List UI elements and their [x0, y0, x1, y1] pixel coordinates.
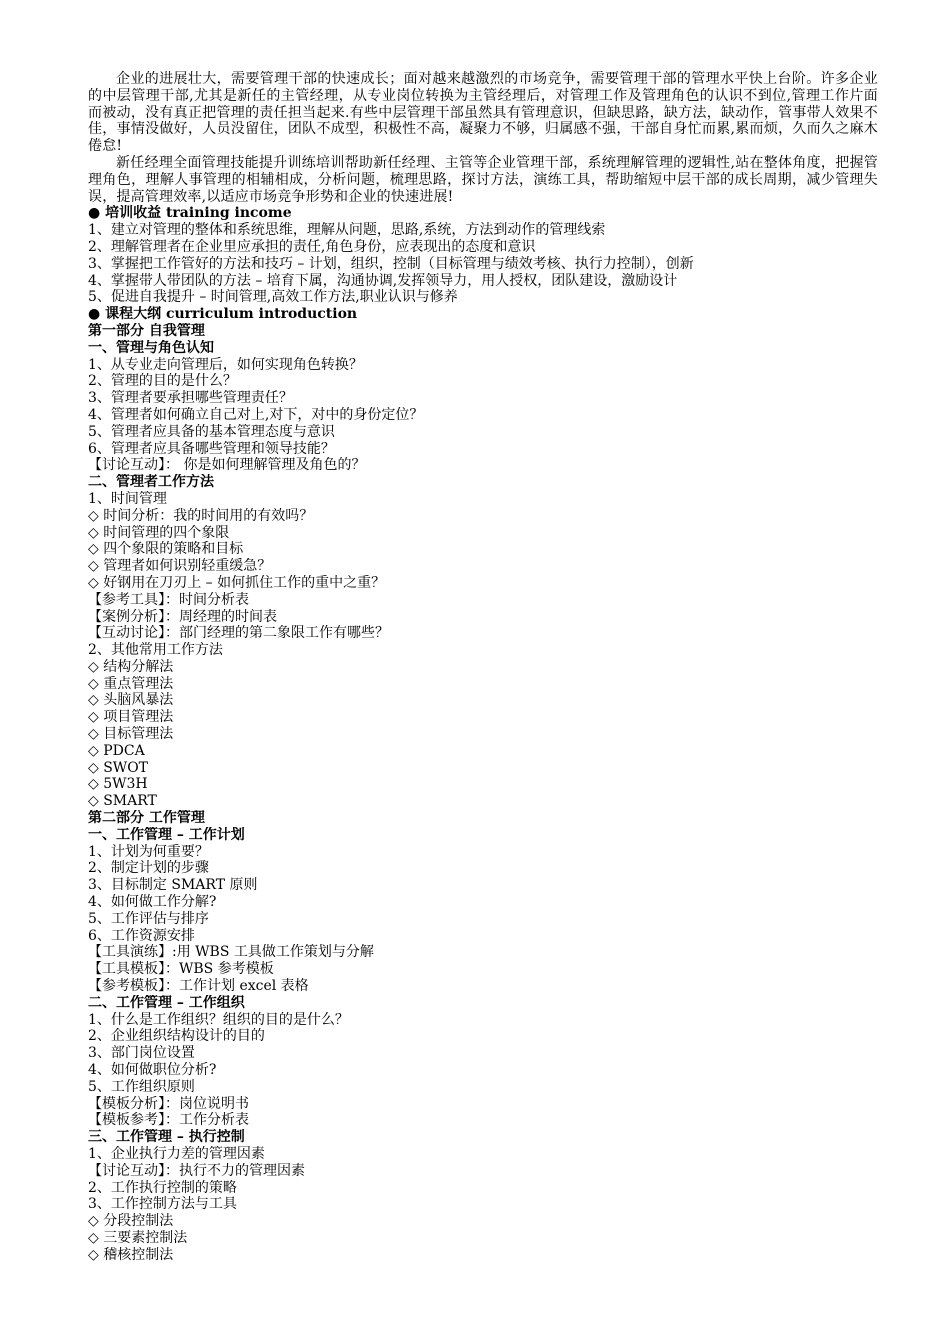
list-item: 【工具模板】：WBS 参考模板: [88, 961, 274, 978]
list-item: 3、目标制定 SMART 原则: [88, 877, 258, 894]
list-item: 2、理解管理者在企业里应承担的责任,角色身份，应表现出的态度和意识: [88, 238, 536, 255]
section-heading: ● 培训收益 training income: [88, 205, 292, 222]
list-item: ◇ 稽核控制法: [88, 1246, 174, 1263]
list-item: 3、掌握把工作管好的方法和技巧 – 计划，组织，控制（目标管理与绩效考核、执行力控制），创新: [88, 255, 694, 272]
list-item: 【讨论互动】：执行不力的管理因素: [88, 1162, 305, 1179]
list-item: 【讨论互动】： 你是如何理解管理及角色的？: [88, 457, 366, 474]
list-item: 5、工作组织原则: [88, 1078, 195, 1095]
list-item: 【模板参考】：工作分析表: [88, 1112, 249, 1129]
list-item: 6、管理者应具备哪些管理和领导技能？: [88, 440, 335, 457]
list-item: ◇ 三要素控制法: [88, 1229, 188, 1246]
section-heading: 二、工作管理 – 工作组织: [88, 994, 245, 1011]
list-item: 1、时间管理: [88, 490, 167, 507]
list-item: 2、制定计划的步骤: [88, 860, 209, 877]
section-heading: 二、管理者工作方法: [88, 474, 214, 491]
list-item: 3、工作控制方法与工具: [88, 1196, 237, 1213]
section-heading: 第一部分 自我管理: [88, 322, 205, 339]
list-item: 5、工作评估与排序: [88, 910, 209, 927]
list-item: ◇ 时间分析：我的时间用的有效吗？: [88, 507, 314, 524]
section-heading: ● 课程大纲 curriculum introduction: [88, 306, 358, 323]
list-item: 【参考模板】：工作计划 excel 表格: [88, 978, 309, 995]
list-item: 1、建立对管理的整体和系统思维，理解从问题，思路,系统，方法到动作的管理线索: [88, 222, 606, 239]
list-item: ◇ 5W3H: [88, 776, 148, 793]
section-heading: 三、工作管理 – 执行控制: [88, 1129, 245, 1146]
list-item: 1、企业执行力差的管理因素: [88, 1146, 265, 1162]
section-heading: 第二部分 工作管理: [88, 810, 205, 827]
intro-paragraph-2: 新任经理全面管理技能提升训练培训帮助新任经理、主管等企业管理干部，系统理解管理的逻辑性,站在整体角度，把握管理角色，理解人事管理的相辅相成，分析问题，梳理思路，探讨方法，演练工具，帮助缩短中层干部的成长周期，减少管理失误，提高管理效率,以适应市场竞争形势和企业的快速进展!: [88, 154, 878, 205]
list-item: 【互动讨论】：部门经理的第二象限工作有哪些？: [88, 625, 389, 642]
list-item: 4、如何做工作分解?: [88, 894, 217, 911]
section-heading: 一、工作管理 – 工作计划: [88, 826, 245, 843]
list-item: 1、什么是工作组织？组织的目的是什么？: [88, 1011, 349, 1028]
list-item: 【案例分析】：周经理的时间表: [88, 608, 277, 625]
list-item: 2、工作执行控制的策略: [88, 1179, 237, 1196]
list-item: ◇ SMART: [88, 793, 157, 810]
list-item: 4、如何做职位分析?: [88, 1062, 217, 1079]
list-item: ◇ 四个象限的策略和目标: [88, 541, 244, 558]
section-heading: 一、管理与角色认知: [88, 339, 214, 356]
list-item: 1、计划为何重要？: [88, 843, 209, 860]
list-item: ◇ 时间管理的四个象限: [88, 524, 230, 541]
list-item: ◇ 重点管理法: [88, 675, 174, 692]
intro-paragraph-1: 企业的进展壮大，需要管理干部的快速成长；面对越来越激烈的市场竞争，需要管理干部的管理水平快上台阶。许多企业的中层管理干部,尤其是新任的主管经理，从专业岗位转换为主管经理后，对管理工作及管理角色的认识不到位,管理工作片面而被动，没有真正把管理的责任担当起来.有些中层管理干部虽然具有管理意识，但缺思路，缺方法，缺动作，管事带人效果不佳，事情没做好，人员没留住，团队不成型，积极性不高，凝聚力不够，归属感不强，干部自身忙而累,累而烦，久而久之麻木倦怠!: [88, 71, 878, 155]
list-item: ◇ 分段控制法: [88, 1213, 174, 1230]
list-item: 【工具演练】:用 WBS 工具做工作策划与分解: [88, 944, 374, 961]
list-item: 2、其他常用工作方法: [88, 642, 223, 659]
list-item: 3、部门岗位设置: [88, 1045, 195, 1062]
list-item: ◇ 项目管理法: [88, 709, 174, 726]
list-item: ◇ 头脑风暴法: [88, 692, 174, 709]
list-item: ◇ SWOT: [88, 759, 149, 776]
list-item: 【模板分析】：岗位说明书: [88, 1095, 249, 1112]
outline-list: [88, 205, 878, 1263]
list-item: 2、企业组织结构设计的目的: [88, 1028, 265, 1045]
list-item: 5、管理者应具备的基本管理态度与意识: [88, 423, 335, 440]
list-item: 4、管理者如何确立自己对上,对下，对中的身份定位？: [88, 406, 424, 423]
list-item: 4、掌握带人带团队的方法 – 培育下属，沟通协调,发挥领导力，用人授权，团队建设，激励设计: [88, 272, 678, 289]
list-item: 5、促进自我提升 – 时间管理,高效工作方法,职业认识与修养: [88, 289, 458, 306]
list-item: 1、从专业走向管理后，如何实现角色转换？: [88, 356, 363, 373]
list-item: ◇ 目标管理法: [88, 726, 174, 743]
list-item: ◇ 管理者如何识别轻重缓急？: [88, 558, 272, 575]
list-item: ◇ 好钢用在刀刃上 – 如何抓住工作的重中之重？: [88, 574, 386, 591]
list-item: 6、工作资源安排: [88, 927, 195, 944]
document-page: [88, 71, 878, 1264]
list-item: 2、管理的目的是什么？: [88, 373, 237, 390]
list-item: 3、管理者要承担哪些管理责任？: [88, 390, 293, 407]
list-item: 【参考工具】：时间分析表: [88, 591, 249, 608]
list-item: ◇ 结构分解法: [88, 658, 174, 675]
list-item: ◇ PDCA: [88, 742, 145, 759]
